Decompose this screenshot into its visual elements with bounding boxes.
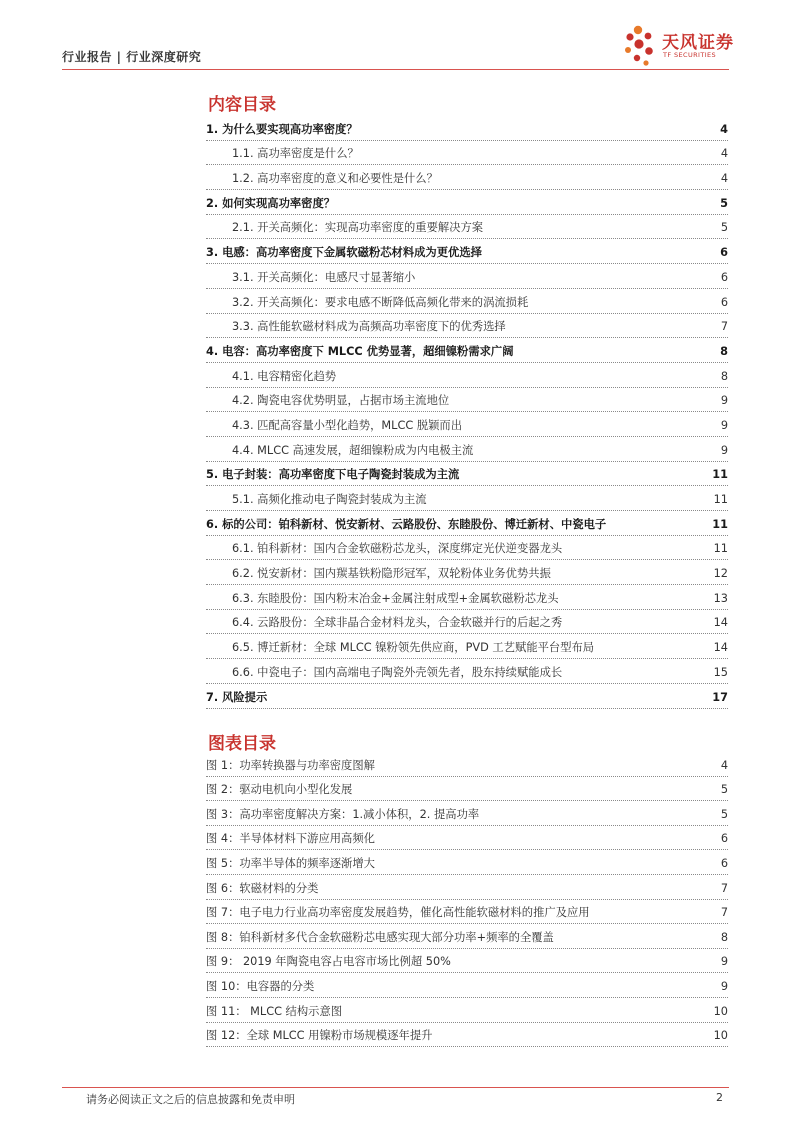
toc-entry-page: 8 bbox=[717, 370, 728, 387]
toc-entry-title: 5. 电子封装：高功率密度下电子陶瓷封装成为主流 bbox=[206, 468, 708, 485]
figure-list-link[interactable] bbox=[206, 850, 728, 875]
toc-entry-page: 4 bbox=[717, 147, 728, 164]
toc-entry-title: 6.6. 中瓷电子：国内高端电子陶瓷外壳领先者，股东持续赋能成长 bbox=[232, 666, 710, 683]
figure-entry-page: 9 bbox=[720, 979, 728, 993]
figure-entry-title: 图 2：驱动电机向小型化发展 bbox=[206, 783, 353, 797]
toc-entry-page: 11 bbox=[710, 542, 728, 559]
toc-entry-page: 6 bbox=[717, 296, 728, 313]
toc-entry-title: 6.2. 悦安新材：国内羰基铁粉隐形冠军，双轮粉体业务优势共振 bbox=[232, 567, 710, 584]
figure-entry-title: 图 8：铂科新材多代合金软磁粉芯电感实现大部分功率+频率的全覆盖 bbox=[206, 930, 554, 944]
figure-list-link[interactable] bbox=[206, 924, 728, 949]
report-category: 行业报告 | 行业深度研究 bbox=[62, 50, 202, 64]
toc-section-link[interactable] bbox=[206, 141, 728, 166]
toc-section-link[interactable] bbox=[206, 215, 728, 240]
toc-entry-page: 4 bbox=[716, 123, 728, 140]
toc-entry-title: 5.1. 高频化推动电子陶瓷封装成为主流 bbox=[232, 493, 710, 510]
toc-entry-title: 1.1. 高功率密度是什么？ bbox=[232, 147, 717, 164]
figure-entry-page: 6 bbox=[720, 832, 728, 846]
page-number: 2 bbox=[716, 1091, 723, 1104]
toc-chapter-link[interactable] bbox=[206, 190, 728, 215]
toc-entry-title: 1. 为什么要实现高功率密度？ bbox=[206, 123, 716, 140]
toc-entry-title: 3.3. 高性能软磁材料成为高频高功率密度下的优秀选择 bbox=[232, 320, 717, 337]
figure-entry-title: 图 5：功率半导体的频率逐渐增大 bbox=[206, 856, 375, 870]
toc-section-link[interactable] bbox=[206, 610, 728, 635]
toc-entry-page: 5 bbox=[717, 221, 728, 238]
figure-list-link[interactable] bbox=[206, 801, 728, 826]
figure-entry-page: 10 bbox=[713, 1029, 728, 1043]
figure-entry-page: 5 bbox=[720, 807, 728, 821]
figure-entry-title: 图 12：全球 MLCC 用镍粉市场规模逐年提升 bbox=[206, 1029, 433, 1043]
figure-entry-page: 6 bbox=[720, 856, 728, 870]
logo-cn-text: 天风证券 bbox=[662, 33, 734, 53]
logo-en-text: TF SECURITIES bbox=[663, 51, 717, 59]
toc-entry-page: 11 bbox=[708, 468, 728, 485]
toc-chapter-link[interactable] bbox=[206, 462, 728, 487]
toc-section-link[interactable] bbox=[206, 560, 728, 585]
toc-entry-page: 7 bbox=[717, 320, 728, 337]
toc-entry-page: 15 bbox=[710, 666, 728, 683]
figure-list bbox=[206, 752, 728, 1047]
figure-entry-page: 8 bbox=[720, 930, 728, 944]
toc-section-link[interactable] bbox=[206, 388, 728, 413]
table-of-contents bbox=[206, 116, 728, 709]
toc-entry-page: 5 bbox=[716, 197, 728, 214]
figure-entry-page: 10 bbox=[713, 1004, 728, 1018]
figure-list-link[interactable] bbox=[206, 973, 728, 998]
footer-disclaimer: 请务必阅读正文之后的信息披露和免责申明 bbox=[86, 1093, 295, 1106]
toc-section-link[interactable] bbox=[206, 486, 728, 511]
toc-entry-page: 11 bbox=[708, 518, 728, 535]
toc-chapter-link[interactable] bbox=[206, 511, 728, 536]
toc-entry-title: 2. 如何实现高功率密度？ bbox=[206, 197, 716, 214]
figure-list-link[interactable] bbox=[206, 949, 728, 974]
toc-entry-page: 13 bbox=[710, 592, 728, 609]
toc-entry-title: 1.2. 高功率密度的意义和必要性是什么？ bbox=[232, 172, 717, 189]
logo-flower-icon bbox=[622, 24, 660, 68]
toc-entry-page: 6 bbox=[717, 271, 728, 288]
toc-entry-title: 6.5. 博迁新材：全球 MLCC 镍粉领先供应商，PVD 工艺赋能平台型布局 bbox=[232, 641, 710, 658]
toc-section-link[interactable] bbox=[206, 536, 728, 561]
toc-entry-title: 4.2. 陶瓷电容优势明显，占据市场主流地位 bbox=[232, 394, 717, 411]
figure-list-link[interactable] bbox=[206, 777, 728, 802]
toc-entry-page: 9 bbox=[717, 419, 728, 436]
figure-entry-page: 7 bbox=[720, 906, 728, 920]
figure-list-link[interactable] bbox=[206, 998, 728, 1023]
toc-section-link[interactable] bbox=[206, 363, 728, 388]
figure-entry-title: 图 11： MLCC 结构示意图 bbox=[206, 1004, 343, 1018]
figure-list-link[interactable] bbox=[206, 1023, 728, 1048]
figure-entry-title: 图 7：电子电力行业高功率密度发展趋势，催化高性能软磁材料的推广及应用 bbox=[206, 906, 590, 920]
toc-entry-title: 6.1. 铂科新材：国内合金软磁粉芯龙头，深度绑定光伏逆变器龙头 bbox=[232, 542, 710, 559]
toc-entry-title: 6. 标的公司：铂科新材、悦安新材、云路股份、东睦股份、博迁新材、中瓷电子 bbox=[206, 518, 708, 535]
toc-section-link[interactable] bbox=[206, 165, 728, 190]
toc-entry-page: 14 bbox=[710, 616, 728, 633]
toc-section-link[interactable] bbox=[206, 289, 728, 314]
company-logo bbox=[622, 24, 734, 68]
figure-entry-title: 图 6：软磁材料的分类 bbox=[206, 881, 319, 895]
toc-entry-title: 3.1. 开关高频化：电感尺寸显著缩小 bbox=[232, 271, 717, 288]
toc-section-link[interactable] bbox=[206, 412, 728, 437]
toc-entry-page: 17 bbox=[708, 691, 728, 708]
toc-entry-page: 9 bbox=[717, 444, 728, 461]
toc-section-link[interactable] bbox=[206, 437, 728, 462]
toc-entry-page: 9 bbox=[717, 394, 728, 411]
toc-entry-title: 3.2. 开关高频化：要求电感不断降低高频化带来的涡流损耗 bbox=[232, 296, 717, 313]
toc-chapter-link[interactable] bbox=[206, 116, 728, 141]
toc-entry-title: 6.3. 东睦股份：国内粉末冶金+金属注射成型+金属软磁粉芯龙头 bbox=[232, 592, 710, 609]
toc-chapter-link[interactable] bbox=[206, 239, 728, 264]
toc-entry-title: 4. 电容：高功率密度下 MLCC 优势显著，超细镍粉需求广阔 bbox=[206, 345, 716, 362]
figure-entry-title: 图 10：电容器的分类 bbox=[206, 979, 315, 993]
toc-entry-title: 3. 电感：高功率密度下金属软磁粉芯材料成为更优选择 bbox=[206, 246, 716, 263]
toc-entry-page: 4 bbox=[717, 172, 728, 189]
toc-entry-title: 2.1. 开关高频化：实现高功率密度的重要解决方案 bbox=[232, 221, 717, 238]
footer-divider bbox=[62, 1087, 729, 1088]
figure-entry-page: 9 bbox=[720, 955, 728, 969]
figure-list-link[interactable] bbox=[206, 826, 728, 851]
toc-entry-page: 12 bbox=[710, 567, 728, 584]
figure-list-link[interactable] bbox=[206, 752, 728, 777]
figure-entry-page: 5 bbox=[720, 783, 728, 797]
header-divider bbox=[62, 69, 729, 70]
toc-chapter-link[interactable] bbox=[206, 338, 728, 363]
toc-entry-title: 7. 风险提示 bbox=[206, 691, 708, 708]
figure-entry-title: 图 1：功率转换器与功率密度图解 bbox=[206, 758, 375, 772]
toc-entry-title: 6.4. 云路股份：全球非晶合金材料龙头，合金软磁并行的后起之秀 bbox=[232, 616, 710, 633]
toc-entry-title: 4.1. 电容精密化趋势 bbox=[232, 370, 717, 387]
figure-entry-title: 图 3：高功率密度解决方案：1.减小体积，2. 提高功率 bbox=[206, 807, 480, 821]
toc-entry-title: 4.4. MLCC 高速发展，超细镍粉成为内电极主流 bbox=[232, 444, 717, 461]
toc-entry-page: 8 bbox=[716, 345, 728, 362]
figure-list-link[interactable] bbox=[206, 900, 728, 925]
toc-entry-page: 14 bbox=[710, 641, 728, 658]
toc-entry-page: 11 bbox=[710, 493, 728, 510]
figure-entry-page: 7 bbox=[720, 881, 728, 895]
toc-section-link[interactable] bbox=[206, 634, 728, 659]
toc-section-link[interactable] bbox=[206, 314, 728, 339]
toc-section-link[interactable] bbox=[206, 585, 728, 610]
toc-section-link[interactable] bbox=[206, 264, 728, 289]
figure-entry-title: 图 4：半导体材料下游应用高频化 bbox=[206, 832, 375, 846]
figure-entry-page: 4 bbox=[720, 758, 728, 772]
figure-list-link[interactable] bbox=[206, 875, 728, 900]
figure-entry-title: 图 9： 2019 年陶瓷电容占电容市场比例超 50% bbox=[206, 955, 451, 969]
figure-list-title: 图表目录 bbox=[208, 734, 276, 754]
toc-title: 内容目录 bbox=[208, 95, 276, 115]
toc-entry-page: 6 bbox=[716, 246, 728, 263]
toc-entry-title: 4.3. 匹配高容量小型化趋势，MLCC 脱颖而出 bbox=[232, 419, 717, 436]
toc-chapter-link[interactable] bbox=[206, 684, 728, 709]
toc-section-link[interactable] bbox=[206, 659, 728, 684]
